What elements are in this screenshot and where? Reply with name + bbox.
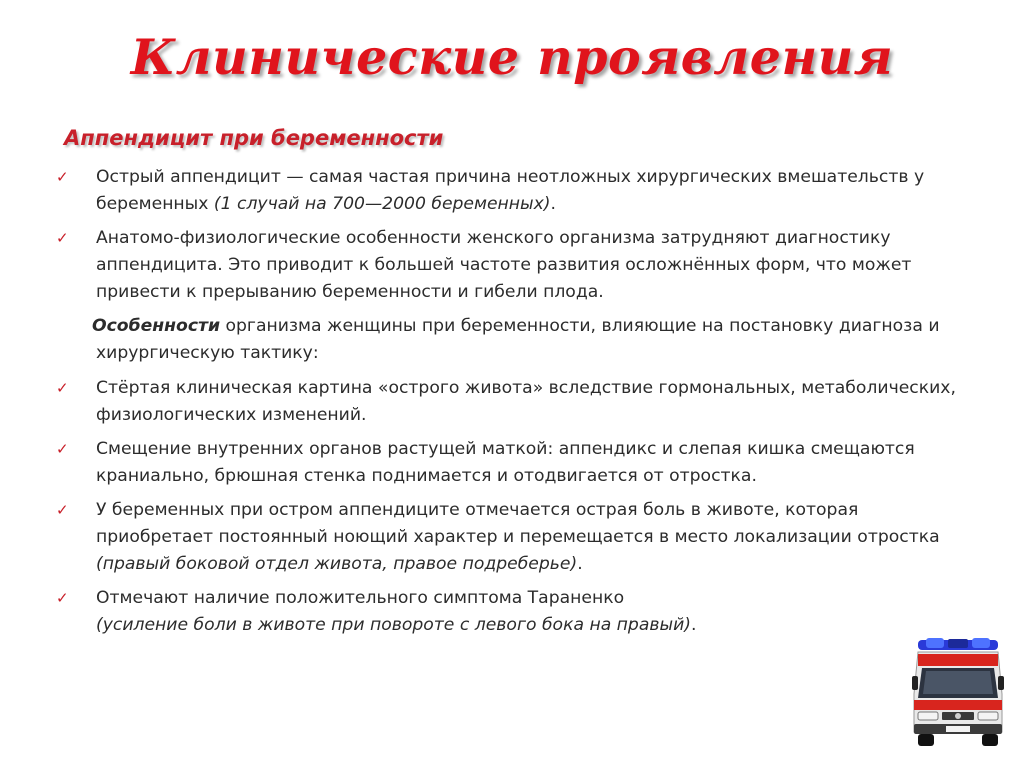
ambulance-icon [912, 636, 1004, 748]
list-item [56, 585, 976, 639]
item-text: Острый аппендицит — самая частая причина неотложных хирургических вмешательств у беременных [96, 167, 925, 214]
item-tail: . [577, 554, 583, 574]
item-text: Смещение внутренних органов растущей маткой: аппендикс и слепая кишка смещаются краниально, брюшная стенка поднимается и отодвигается от отростка. [96, 439, 915, 486]
item-tail: . [550, 194, 556, 214]
check-icon: ✓ [56, 501, 69, 519]
item-italic: (1 случай на 700—2000 беременных) [213, 194, 551, 214]
list-item [56, 375, 976, 429]
note-text: организма женщины при беременности, влияющие на постановку диагноза и хирургическую тактику: [96, 316, 940, 363]
check-icon: ✓ [56, 168, 69, 186]
content-list [56, 164, 976, 646]
check-icon: ✓ [56, 440, 69, 458]
check-icon: ✓ [56, 229, 69, 247]
check-icon: ✓ [56, 589, 69, 607]
list-item [56, 225, 976, 306]
item-text: Анатомо-физиологические особенности женского организма затрудняют диагностику аппендицита. Это приводит к большей частоте развития осложнённых форм, что может привести к прерыванию беременности и гибели плода. [96, 228, 912, 302]
item-tail: . [690, 615, 697, 635]
list-item [56, 436, 976, 490]
note-bold: Особенности [92, 316, 221, 336]
item-italic: (правый боковой отдел живота, правое подреберье) [96, 554, 578, 574]
item-text: У беременных при остром аппендиците отмечается острая боль в животе, которая приобретает постоянный ноющий характер и перемещается в место локализации отростка [96, 500, 940, 547]
list-item [56, 497, 976, 578]
item-italic: (усиление боли в животе при повороте с левого бока на правый) [96, 615, 691, 635]
check-icon: ✓ [56, 379, 69, 397]
slide-title: Клинические проявления [130, 28, 894, 86]
item-text: Отмечают наличие положительного симптома Тараненко [96, 588, 625, 608]
list-item [56, 164, 976, 218]
slide-subtitle: Аппендицит при беременности [64, 126, 444, 150]
item-text: Стёртая клиническая картина «острого живота» вследствие гормональных, метаболических, физиологических изменений. [96, 378, 956, 425]
features-note [56, 313, 976, 367]
